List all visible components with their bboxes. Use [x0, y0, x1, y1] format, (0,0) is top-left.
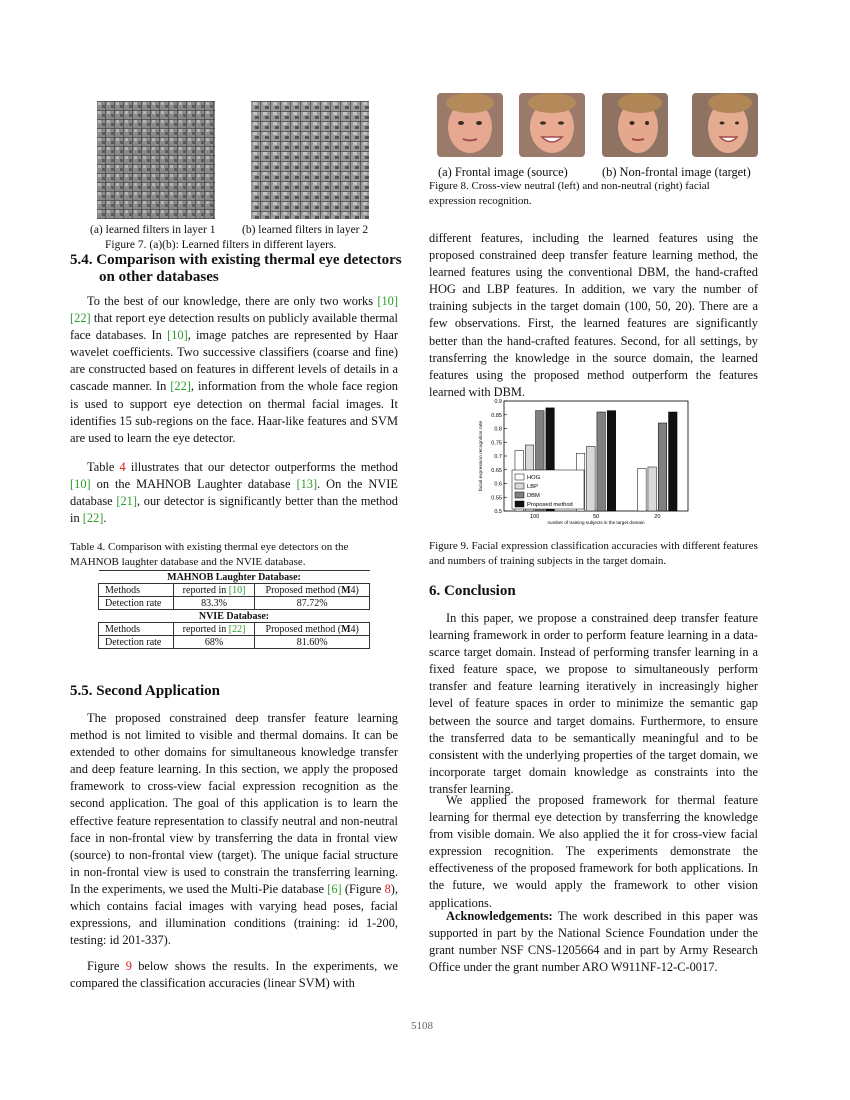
- y-tick-label: 0.6: [494, 481, 502, 488]
- x-tick-label: 50: [592, 514, 600, 520]
- figure9-bar-chart: [470, 393, 690, 535]
- bar-proposed-method: [607, 411, 616, 511]
- table-row: Methods reported in [10] Proposed method (M4): [99, 584, 370, 597]
- figure8-sub-a: (a) Frontal image (source): [438, 165, 568, 179]
- citation-link[interactable]: [22]: [228, 623, 246, 635]
- conclusion-paragraph2: We applied the proposed framework for thermal feature learning for thermal eye detection by transferring the knowledge from visible domain. We also applied the it for cross-view facial expression recognition. The experiments demonstrate the effectiveness of the proposed framework for both applications. In the future, we would apply the framework to other vision applications.: [429, 793, 758, 910]
- citation-link[interactable]: [10]: [70, 477, 91, 492]
- bar-lbp: [587, 446, 596, 511]
- citation-link[interactable]: [6]: [327, 881, 342, 896]
- face-frontal-smile-image: [519, 93, 585, 157]
- figure8-sub-b: (b) Non-frontal image (target): [602, 165, 751, 179]
- figure8-caption: Figure 8. Cross-view neutral (left) and non-neutral (right) facial expression recognition.: [429, 180, 710, 207]
- section54-paragraph2: Table 4 illustrates that our detector outperforms the method [10] on the MAHNOB Laughter database [13]. On the NVIE database [21], our detector is significantly better than the method in [22].: [70, 460, 398, 526]
- face-frontal-neutral-image: [437, 93, 503, 157]
- acknowledgements-paragraph: Acknowledgements: The work described in this paper was supported in part by the National Science Foundation under the grant number NSF CNS-1205664 and in part by Army Research Office under the grant number ARO W911NF-12-C-0017.: [429, 909, 758, 975]
- bar-hog: [638, 468, 647, 511]
- y-tick-label: 0.65: [491, 467, 502, 474]
- citation-link[interactable]: [22]: [170, 379, 191, 394]
- face-nonfrontal-neutral-image: [602, 93, 668, 157]
- x-tick-label: 100: [530, 514, 540, 520]
- table-link[interactable]: 4: [119, 460, 126, 474]
- legend-swatch: [515, 501, 524, 507]
- filters-layer2-image: [251, 101, 369, 219]
- y-tick-label: 0.75: [491, 440, 502, 447]
- y-tick-label: 0.8: [494, 426, 502, 433]
- bar-dbm: [597, 412, 606, 511]
- page-number: 5108: [411, 1020, 433, 1032]
- face-nonfrontal-smile-image: [692, 93, 758, 157]
- citation-link[interactable]: [22]: [70, 311, 91, 326]
- figure-link[interactable]: 8: [384, 881, 391, 896]
- table4-caption: Table 4. Comparison with existing thermal eye detectors on the MAHNOB laughter database and the NVIE database.: [70, 541, 349, 568]
- filters-layer1-image: [97, 101, 215, 219]
- y-tick-label: 0.7: [494, 454, 502, 460]
- table-row: Detection rate 83.3% 87.72%: [99, 597, 370, 610]
- citation-link[interactable]: [21]: [116, 494, 137, 509]
- legend-swatch: [515, 492, 524, 498]
- table-row: Methods reported in [22] Proposed method (M4): [99, 623, 370, 636]
- nvie-header: NVIE Database:: [99, 610, 370, 623]
- figure7-caption: Figure 7. (a)(b): Learned filters in different layers.: [105, 239, 337, 251]
- section54-paragraph1: To the best of our knowledge, there are only two works [10][22] that report eye detection results on publicly available thermal face databases. In [10], image patches are represented by Haar wavelet coefficients. Two successive classifiers (coarse and fine) are constructed based on features in different levels of details in a cascade manner. In [22], information from the whole face region is used to support eye detection on thermal facial images. It identifies 15 sub-regions on the face. Haar-like features and SVM are used to learn the eye detector.: [70, 294, 399, 445]
- legend-label: LBP: [527, 484, 538, 490]
- filters-layer2-grid: [251, 101, 369, 219]
- section6-title: 6. Conclusion: [429, 583, 516, 599]
- legend-label: DBM: [527, 493, 540, 499]
- conclusion-paragraph1: In this paper, we propose a constrained deep transfer feature learning framework in order to perform feature learning in a data-scarce target domain. Instead of performing transfer learning in a fixed feature space, we propose to simultaneously perform transfer and feature learning iteratively in increasingly higher level of feature spaces in order to minimize the semantic gap between the source and target domains. Furthermore, to ensure the transferred data to be semantically meaningful and to be consistent with the underlying properties of the target domain, we incorporate target domain knowledge as constraints into the transfer learning.: [429, 611, 758, 796]
- bar-dbm: [658, 423, 667, 511]
- bar-proposed-method: [669, 412, 678, 511]
- citation-link[interactable]: [10]: [228, 584, 246, 596]
- section54-title-line2: on other databases: [99, 269, 219, 285]
- citation-link[interactable]: [10]: [377, 294, 398, 308]
- figure7-sub-a: (a) learned filters in layer 1: [90, 224, 216, 236]
- citation-link[interactable]: [22]: [82, 511, 104, 526]
- filters-layer1-grid: [97, 101, 215, 219]
- x-axis-label: number of training subjects in the target domain: [547, 520, 645, 525]
- table-row: Detection rate 68% 81.60%: [99, 636, 370, 649]
- legend-label: HOG: [527, 475, 541, 481]
- figure-link[interactable]: 9: [125, 959, 132, 973]
- right-column-paragraph: different features, including the learned features using the proposed constrained deep transfer feature learning method, the learned features using the conventional DBM, the hand-crafted HOG and LBP features. In addition, we vary the number of training subjects in the target domain (100, 50, 20). There are a few observations. First, the learned features are significantly better than the hand-crafted features. Second, for all settings, by transferring the knowledge in the source domain, the learned features using the proposed method outperform the features learned with DBM.: [429, 231, 758, 399]
- section55-title: 5.5. Second Application: [70, 683, 221, 699]
- y-tick-label: 0.5: [494, 509, 502, 515]
- x-tick-label: 20: [654, 514, 661, 520]
- figure7-sub-b: (b) learned filters in layer 2: [242, 224, 369, 236]
- acknowledgements-label: Acknowledgements:: [446, 909, 553, 923]
- y-tick-label: 0.9: [494, 399, 502, 405]
- section55-paragraph1: The proposed constrained deep transfer feature learning method is not limited to visible and thermal domains. It can be extended to other domains for simultaneous knowledge transfer and deep feature learning. In this section, we apply the proposed framework to cross-view facial expression recognition as the second application. The goal of this application is to learn the effective feature representation to classify neutral and non-neutral face in non-frontal view by transferring the data in frontal view (source) to non-frontal view (target). The unique facial structure in non-frontal view is used to constrain the transferring learning. In the experiments, we used the Multi-Pie database [6] (Figure 8), which contains facial images with varying head poses, facial expressions, and illumination conditions (training: id 1-200, testing: id 201-337).: [70, 711, 398, 948]
- citation-link[interactable]: [10]: [167, 328, 188, 343]
- figure9-caption: Figure 9. Facial expression classification accuracies with different features and numbers of training subjects in the target domain.: [429, 540, 758, 567]
- mahnob-header: MAHNOB Laughter Database:: [99, 571, 370, 584]
- y-tick-label: 0.55: [491, 495, 502, 502]
- citation-link[interactable]: [13]: [296, 477, 318, 492]
- legend-swatch: [515, 483, 524, 489]
- section54-title-line1: 5.4. Comparison with existing thermal eye detectors: [70, 252, 402, 268]
- y-axis-label: facial expression recognition rate: [479, 420, 484, 492]
- legend-swatch: [515, 474, 524, 480]
- section55-paragraph2: Figure 9 below shows the results. In the experiments, we compared the classification accuracies (linear SVM) with: [70, 959, 398, 991]
- bar-lbp: [648, 467, 657, 511]
- table4: [98, 570, 370, 649]
- legend-label: Proposed method: [527, 502, 573, 508]
- y-tick-label: 0.85: [491, 412, 502, 419]
